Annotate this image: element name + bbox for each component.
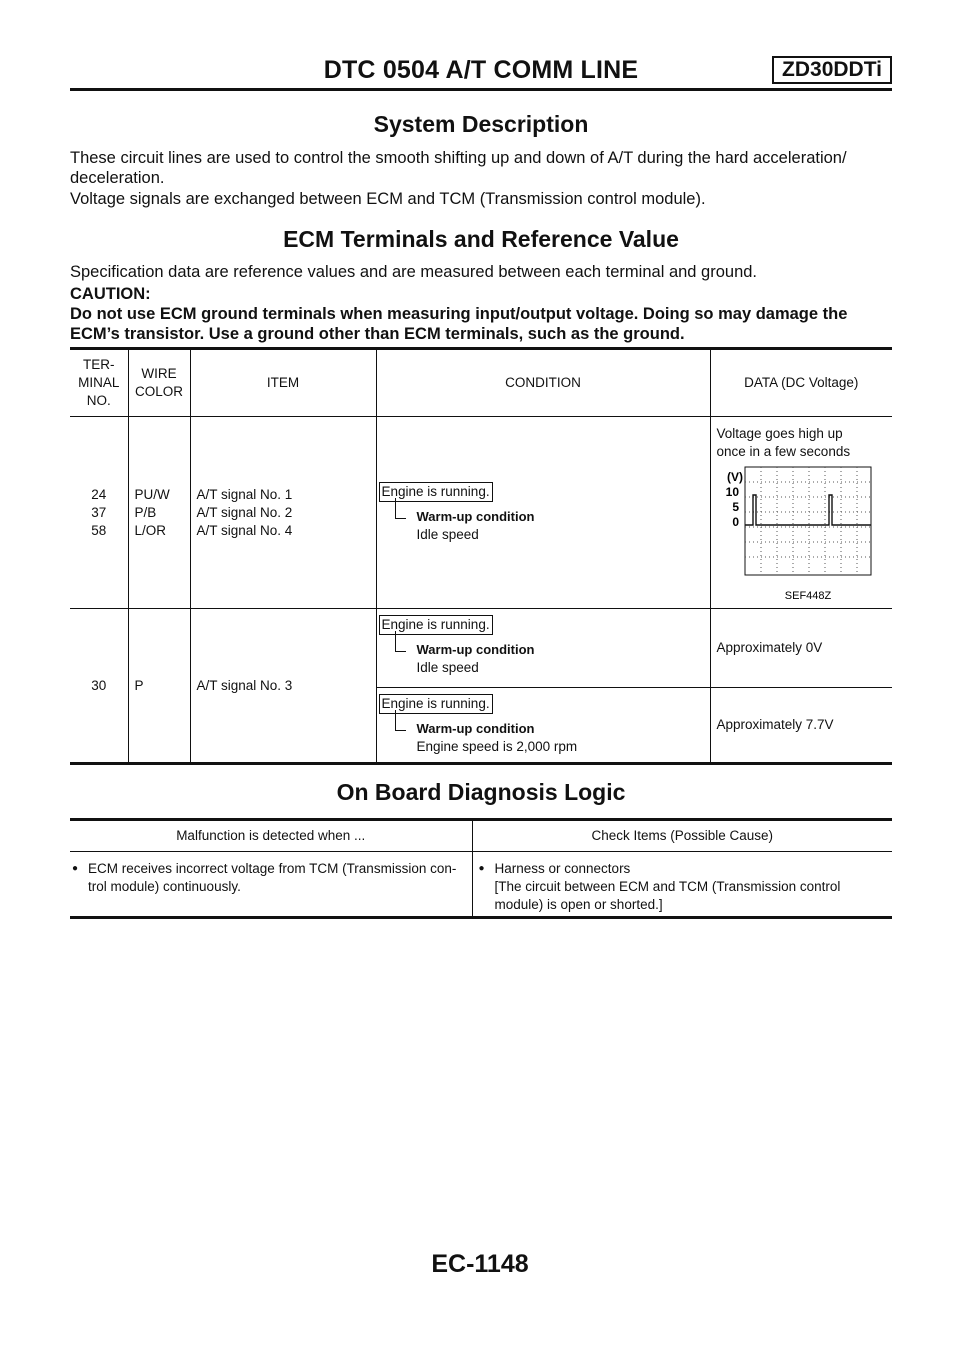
condition-sub-bold: Warm-up condition (416, 721, 535, 736)
item-cell: A/T signal No. 3 (190, 609, 376, 764)
item-cell: A/T signal No. 1 A/T signal No. 2 A/T signal No. 4 (190, 417, 376, 609)
col-item: ITEM (190, 349, 376, 417)
condition-cell (376, 609, 710, 688)
header-rule (70, 88, 892, 91)
obd-logic-heading: On Board Diagnosis Logic (336, 779, 626, 805)
bullet-icon: ● (72, 863, 79, 874)
col-wire: WIRE COLOR (128, 349, 190, 417)
data-cell: Approximately 7.7V (716, 717, 834, 732)
ecm-terminals-heading: ECM Terminals and Reference Value (283, 226, 679, 252)
data-cell: Approximately 0V (716, 640, 823, 655)
col-check-items: Check Items (Possible Cause) (591, 828, 774, 843)
obd-logic-table (70, 818, 892, 919)
data-text: Voltage goes high up (716, 426, 843, 441)
caution-title: CAUTION: (70, 285, 151, 303)
condition-sub-bold: Warm-up condition (416, 508, 535, 524)
ecm-terminals-table (70, 347, 892, 765)
col-data: DATA (DC Voltage) (744, 375, 859, 390)
condition-main: Engine is running. (379, 694, 493, 714)
system-description-para2: Voltage signals are exchanged between ECM and TCM (Transmission control module). (70, 190, 706, 208)
model-badge: ZD30DDTi (772, 56, 892, 84)
table-header-row (70, 349, 892, 417)
scope-grid (745, 467, 871, 575)
condition-main: Engine is running. (379, 615, 493, 635)
condition-cell (376, 688, 710, 764)
scope-trace (745, 495, 871, 525)
check-items-cell (472, 852, 892, 918)
malfunction-text: ECM receives incorrect voltage from TCM (Transmission con- trol module) continuously. (88, 861, 457, 894)
data-cell (710, 417, 892, 609)
figure-code: SEF448Z (784, 590, 831, 602)
table-header-row (70, 820, 892, 852)
scope-frame (745, 467, 871, 575)
scope-tick-0: 0 (731, 515, 739, 529)
scope-tick-5: 5 (731, 500, 739, 514)
check-item-detail: [The circuit between ECM and TCM (Transmission control module) is open or shorted.] (494, 879, 841, 912)
page-header (70, 56, 892, 86)
condition-sub: Idle speed (416, 660, 479, 675)
condition-main: Engine is running. (379, 482, 493, 502)
col-malfunction: Malfunction is detected when ... (70, 820, 472, 852)
caution-text: Do not use ECM ground terminals when measuring input/output voltage. Doing so may damage the ECM’s transistor. Use a ground other than ECM terminals, such as the ground. (70, 305, 848, 343)
page-number: EC-1148 (431, 1250, 529, 1278)
system-description-heading: System Description (373, 111, 589, 137)
wire-cell: P (128, 609, 190, 764)
ecm-terminals-intro: Specification data are reference values and are measured between each terminal and ground. (70, 263, 758, 281)
oscilloscope-waveform (717, 465, 885, 605)
table-row (70, 609, 892, 688)
table-row (70, 852, 892, 918)
system-description-para1: These circuit lines are used to control the smooth shifting up and down of A/T during the hard acceleration/ deceleration. (70, 149, 847, 187)
terminal-cell: 30 (70, 609, 128, 764)
condition-sub-bold: Warm-up condition (416, 642, 535, 657)
table-row (70, 417, 892, 609)
col-terminal: TER- MINAL NO. (70, 349, 128, 417)
scope-tick-10: 10 (725, 485, 739, 499)
col-condition: CONDITION (376, 349, 710, 417)
condition-sub: Idle speed (416, 526, 479, 542)
scope-unit-label: (V) (726, 470, 743, 484)
malfunction-cell (70, 852, 472, 918)
data-text: once in a few seconds (716, 444, 851, 459)
page-title: DTC 0504 A/T COMM LINE (323, 56, 639, 84)
condition-cell (376, 417, 710, 609)
wire-cell: PU/W P/B L/OR (128, 417, 190, 609)
condition-sub: Engine speed is 2,000 rpm (416, 739, 578, 754)
check-item-main: Harness or connectors (494, 861, 631, 876)
terminal-cell: 24 37 58 (70, 417, 128, 609)
bullet-icon: ● (478, 863, 485, 874)
